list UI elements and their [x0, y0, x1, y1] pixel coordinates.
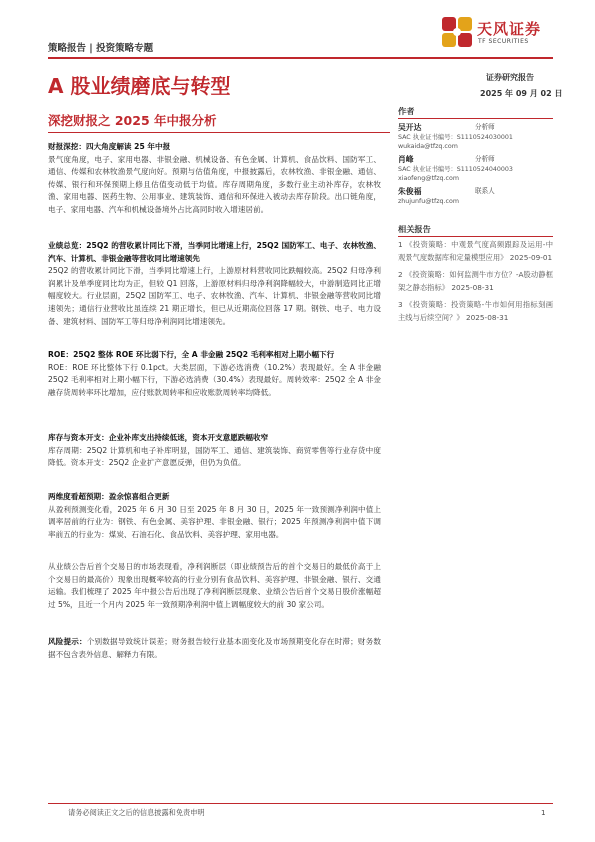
author-role: 分析师 [475, 155, 495, 163]
section-overview [48, 240, 381, 328]
author-role: 联系人 [475, 187, 495, 195]
related-report-link[interactable]: 1 《投资策略：中观景气度高频跟踪及运用-中观景气度数据库和定量模型应用》 2025-09-01 [398, 240, 553, 263]
logo-mark-icon [441, 16, 473, 48]
author-role: 分析师 [475, 123, 495, 131]
page-number: 1 [541, 808, 546, 817]
section-roe [48, 349, 381, 399]
footer-disclaimer: 请务必阅读正文之后的信息披露和免责申明 [68, 808, 205, 817]
authors-divider [398, 118, 553, 119]
section-text: ROE：ROE 环比整体下行 0.1pct。大类层面，下游必选消费（10.2%）表现最好。全 A 非金融 25Q2 毛利率相对上期小幅下行，下游必选消费（30.4%）表现最好。周转效率：25Q2 全 A 非金融存货周转率环比增加，应付账款周转率和应收账款周转率均降低。 [48, 362, 381, 397]
report-category: 策略报告 | 投资策略专题 [48, 43, 154, 54]
company-logo [441, 16, 581, 52]
title-divider [48, 132, 390, 133]
related-report-link[interactable]: 3 《投资策略：投资策略-牛市如何用指标刻画主线与后续空间？》 2025-08-31 [398, 299, 553, 323]
author-card [398, 122, 553, 151]
author-name: 肖峰 [398, 155, 414, 164]
section-heading: 风险提示： [48, 637, 87, 646]
author-email[interactable]: xiaofeng@tfzq.com [398, 175, 460, 182]
author-license: SAC 执业证书编号：S1110524040003 [398, 166, 513, 173]
author-email[interactable]: wukaida@tfzq.com [398, 143, 458, 150]
report-date: 2025 年 09 月 02 日 [480, 89, 563, 98]
section-text: 景气度角度，电子、家用电器、非银金融、机械设备、有色金属、计算机、食品饮料、国防军工、通信、传媒和农林牧渔景气度向好。预期与估值角度，中报披露后，农林牧渔、非银金融、通信、传媒、银行和环保预期上修且估值变动低于均值。库存周期角度，多数行业主动补库存，农林牧渔、家用电器、医药生物、公用事业、建筑装饰、通信和环保进入被动去库存阶段。出口链角度，电子、家用电器、汽车和机械设备境外占比高同时收入增速居前。 [48, 154, 381, 214]
section-highlights [48, 141, 381, 217]
section-text: 从盈利预测变化看，2025 年 6 月 30 日至 2025 年 8 月 30 日，2025 年一致预测净利润中值上调率居前的行业为：钢铁、有色金属、美容护理、非银金融、银行；2025 年预测净利润中值下调率前五的行业为：煤炭、石油石化、食品饮料、美容护理、家用电器。 [48, 504, 381, 539]
section-heading: 财报深挖：四大角度解读 25 年中报 [48, 142, 171, 151]
logo-english-text: TF SECURITIES [478, 38, 529, 45]
related-list [398, 238, 553, 324]
page-title: A 股业绩磨底与转型 [48, 74, 231, 98]
footer-divider [48, 803, 553, 804]
logo-chinese-text: 天风证券 [477, 20, 542, 38]
author-license: SAC 执业证书编号：S1110524030001 [398, 134, 513, 141]
header-divider [48, 57, 553, 59]
authors-heading: 作者 [398, 106, 415, 116]
author-email[interactable]: zhujunfu@tfzq.com [398, 198, 459, 205]
section-surprise-continued [48, 561, 381, 611]
section-inventory [48, 432, 381, 470]
author-name: 朱俊福 [398, 187, 422, 196]
related-heading: 相关报告 [398, 224, 431, 234]
related-divider [398, 236, 553, 237]
author-name: 吴开达 [398, 123, 422, 132]
section-heading: ROE：25Q2 整体 ROE 环比弱下行，全 A 非金融 25Q2 毛利率相对上期小幅下行 [48, 350, 335, 359]
section-risk [48, 636, 381, 661]
related-report-link[interactable]: 2 《投资策略：如何监测牛市方位？-A股动静框架之静态指标》 2025-08-31 [398, 269, 553, 293]
author-card [398, 186, 553, 206]
section-heading: 库存与资本开支：企业补库支出持续低迷，资本开支意愿跌幅收窄 [48, 433, 269, 442]
section-text: 25Q2 的营收累计同比下滑，当季同比增速上行，上游原材料营收同比跌幅较高。25Q2 归母净利润累计及单季度同比均为正，但较 Q1 回落，上游原材料归母净利润降幅较大，中游制造同比正增幅度较大。行业层面，25Q2 国防军工、电子、农林牧渔、汽车、计算机、非银金融等营收同比增速领先；通信行业营收比虽连续 21 期正增长，但已从近期高位回落 17 期。钢铁、电子、电力设备、建筑材料、国防军工等归母净利润同比增速领先。 [48, 266, 381, 326]
section-heading: 两维度看超预期：盈余惊喜组合更新 [48, 492, 170, 501]
section-text: 个别数据导致统计误差；财务报告较行业基本面变化及市场预期变化存在时滞；财务数据不包含表外信息、解释力有限。 [48, 637, 382, 659]
page-subtitle: 深挖财报之 2025 年中报分析 [48, 113, 217, 128]
section-surprise [48, 491, 381, 541]
section-text: 库存周期：25Q2 计算机和电子补库明显，国防军工、通信、建筑装饰、商贸零售等行业存货中度降低。资本开支：25Q2 企业扩产意愿反弹，但仍为负值。 [48, 445, 381, 468]
section-heading: 业绩总览：25Q2 的营收累计同比下滑，当季同比增速上行，25Q2 国防军工、电子、农林牧渔、汽车、计算机、非银金融等营收同比增速领先 [48, 241, 381, 263]
report-type-label: 证券研究报告 [486, 73, 534, 82]
author-card [398, 154, 553, 183]
section-text: 从业绩公告后首个交易日的市场表现看，净利润断层（即业绩预告后的首个交易日的最低价高于上个交易日的最高价）现象出现概率较高的行业分别有食品饮料、美容护理、非银金融、银行、交通运输。我们梳理了 2025 年中报公告后出现了净利润断层现象、业绩公告后首个交易日股价涨幅超过 5%，且近一个月内 2025 年一致预期净利润中值上调幅度较大的前 30 家公司。 [48, 562, 381, 609]
